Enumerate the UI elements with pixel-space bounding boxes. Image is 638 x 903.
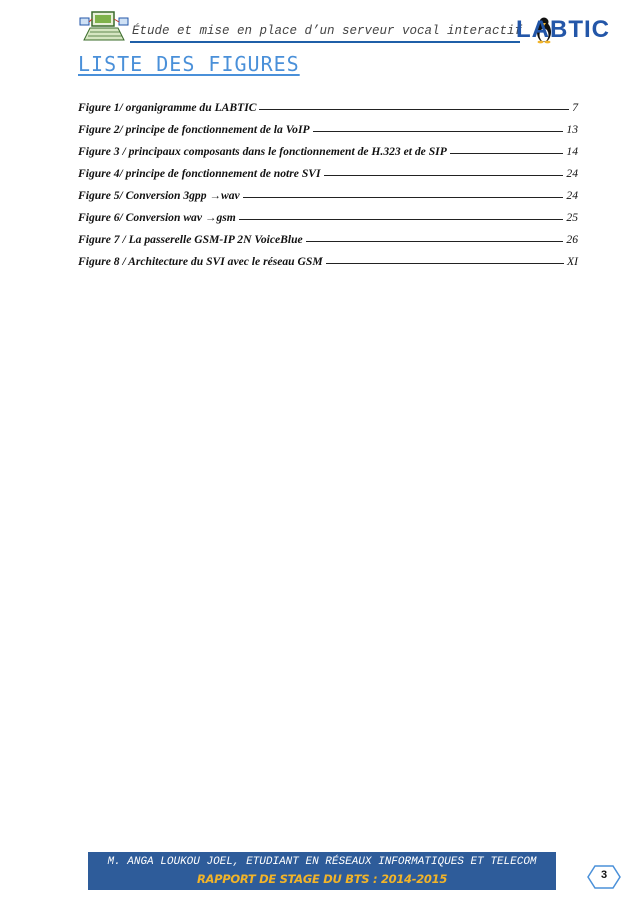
toc-leader — [326, 263, 564, 264]
toc-entry-label: Figure 1/ organigramme du LABTIC — [78, 101, 257, 114]
toc-entry-label: Figure 8 / Architecture du SVI avec le réseau GSM — [78, 255, 323, 268]
page-title: LISTE DES FIGURES — [78, 52, 300, 76]
toc-entry-page: 13 — [566, 123, 578, 136]
toc-leader — [313, 131, 564, 132]
toc-entry-page: 26 — [566, 233, 578, 246]
toc-entry-figure-3[interactable] — [78, 145, 578, 167]
toc-entry-page: 25 — [566, 211, 578, 224]
logo-text: LABTIC — [516, 16, 610, 43]
toc-entry-figure-2[interactable] — [78, 123, 578, 145]
toc-entry-label: Figure 2/ principe de fonctionnement de la VoIP — [78, 123, 310, 136]
toc-entry-label: Figure 6/ Conversion wav →gsm — [78, 211, 236, 224]
toc-leader — [450, 153, 564, 154]
toc-entry-page: XI — [567, 255, 578, 268]
toc-leader — [259, 109, 569, 110]
toc-entry-page: 24 — [566, 189, 578, 202]
page-number: 3 — [600, 869, 608, 881]
toc-entry-figure-6[interactable] — [78, 211, 578, 233]
toc-entry-figure-7[interactable] — [78, 233, 578, 255]
toc-entry-figure-1[interactable] — [78, 101, 578, 123]
toc-entry-label: Figure 3 / principaux composants dans le fonctionnement de H.323 et de SIP — [78, 145, 447, 158]
toc-entry-page: 14 — [566, 145, 578, 158]
toc-entry-figure-8[interactable] — [78, 255, 578, 277]
toc-leader — [306, 241, 564, 242]
network-illustration-icon — [78, 10, 130, 42]
toc-entry-figure-4[interactable] — [78, 167, 578, 189]
toc-entry-label: Figure 5/ Conversion 3gpp →wav — [78, 189, 240, 202]
labtic-logo — [516, 10, 608, 48]
toc-entry-label: Figure 7 / La passerelle GSM-IP 2N VoiceBlue — [78, 233, 303, 246]
figure-list — [78, 101, 578, 277]
toc-leader — [239, 219, 564, 220]
footer-report-title: RAPPORT DE STAGE DU BTS : 2014-2015 — [196, 872, 448, 886]
footer-banner — [88, 852, 556, 890]
footer-author: M. ANGA LOUKOU JOEL, ETUDIANT EN RÉSEAUX INFORMATIQUES ET TELECOM — [107, 856, 537, 868]
toc-entry-label: Figure 4/ principe de fonctionnement de notre SVI — [78, 167, 321, 180]
toc-leader — [243, 197, 564, 198]
header-title: Étude et mise en place d’un serveur vocal interactif — [132, 24, 523, 38]
toc-entry-page: 24 — [566, 167, 578, 180]
toc-entry-page: 7 — [572, 101, 578, 114]
toc-leader — [324, 175, 564, 176]
toc-entry-figure-5[interactable] — [78, 189, 578, 211]
header-divider — [130, 41, 520, 43]
